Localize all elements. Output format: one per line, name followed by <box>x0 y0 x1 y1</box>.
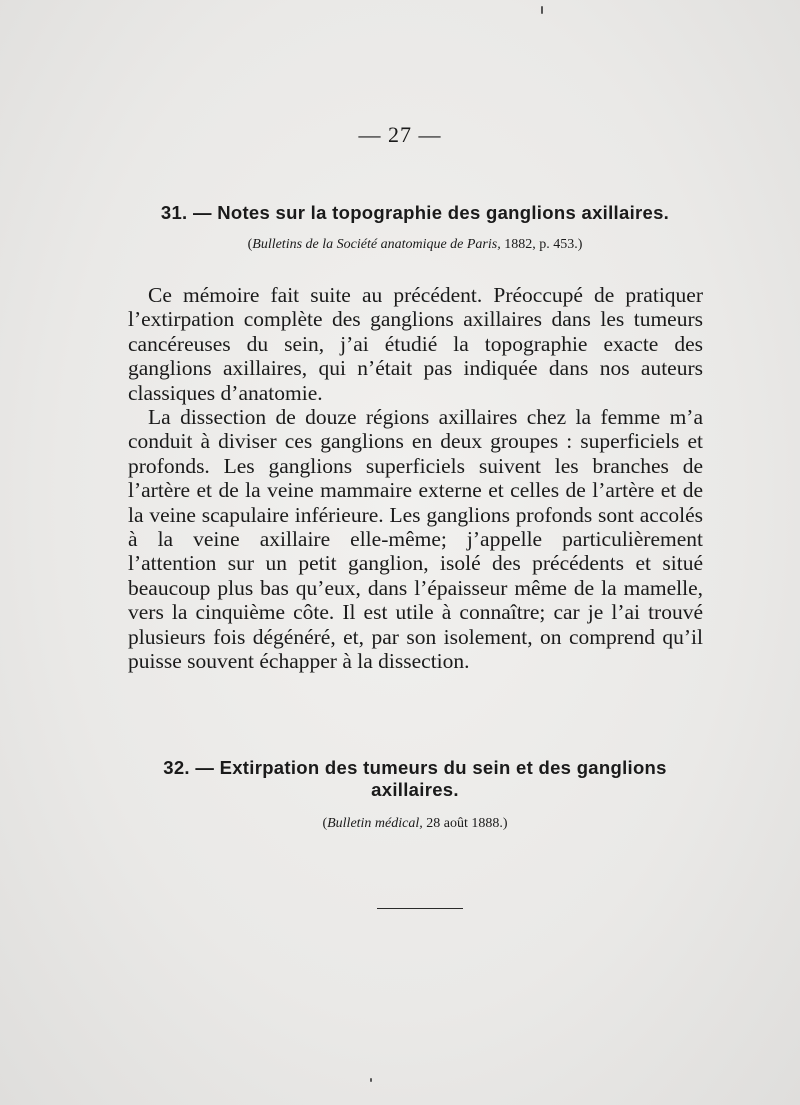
citation-open-paren: ( <box>247 237 253 252</box>
section-32-title-line2: axillaires. <box>371 779 459 800</box>
section-31-citation <box>120 236 710 254</box>
section-31-number: 31. <box>160 202 188 223</box>
section-32-number: 32. <box>163 757 190 778</box>
body-paragraph: La dissection de douze régions axillaires chez la femme m’a conduit à diviser ces ganglions en deux groupes : superficiels et profonds. Les ganglions superficiels suivent les branches de l’artère et de la veine mammaire externe et celles de l’artère et de la veine scapulaire inférieure. Les ganglions profonds sont accolés à la veine axillaire elle-même; j’appelle particulièrement l’attention sur un petit ganglion, isolé des précédents et situé beaucoup plus bas qu’eux, dans l’épaisseur même de la mamelle, vers la cinquième côte. Il est utile à connaître; car je l’ai trouvé plusieurs fois dégénéré, et, par son isolement, on comprend qu’il puisse souvent échapper à la dissection. <box>128 405 703 674</box>
section-31-heading <box>120 202 710 224</box>
page-number: — 27 — <box>358 122 442 147</box>
section-32-citation <box>120 815 710 833</box>
section-32-heading <box>120 757 710 801</box>
print-speck <box>370 1078 372 1082</box>
body-paragraph: Ce mémoire fait suite au précédent. Préoccupé de pratiquer l’extirpation complète des ganglions axillaires dans les tumeurs cancéreuses du sein, j’ai étudié la topographie exacte des ganglions axillaires, qui n’était pas indiquée dans nos auteurs classiques d’anatomie. <box>128 283 703 405</box>
section-31-dash: — <box>192 202 212 223</box>
citation-details: 1882, p. 453. <box>504 237 578 252</box>
print-speck <box>541 6 543 14</box>
citation-close-paren: ) <box>502 816 508 831</box>
citation-source: Bulletin médical, <box>327 816 423 831</box>
section-31-title: Notes sur la topographie des ganglions axillaires. <box>217 202 670 223</box>
section-32-title-line1: Extirpation des tumeurs du sein et des ganglions <box>219 757 667 778</box>
section-31-body <box>128 283 703 674</box>
section-32-dash: — <box>195 757 215 778</box>
citation-source: Bulletins de la Société anatomique de Paris, <box>252 237 501 252</box>
section-divider-rule <box>377 908 463 909</box>
citation-close-paren: ) <box>577 237 583 252</box>
citation-details: 28 août 1888. <box>426 816 503 831</box>
citation-open-paren: ( <box>322 816 328 831</box>
